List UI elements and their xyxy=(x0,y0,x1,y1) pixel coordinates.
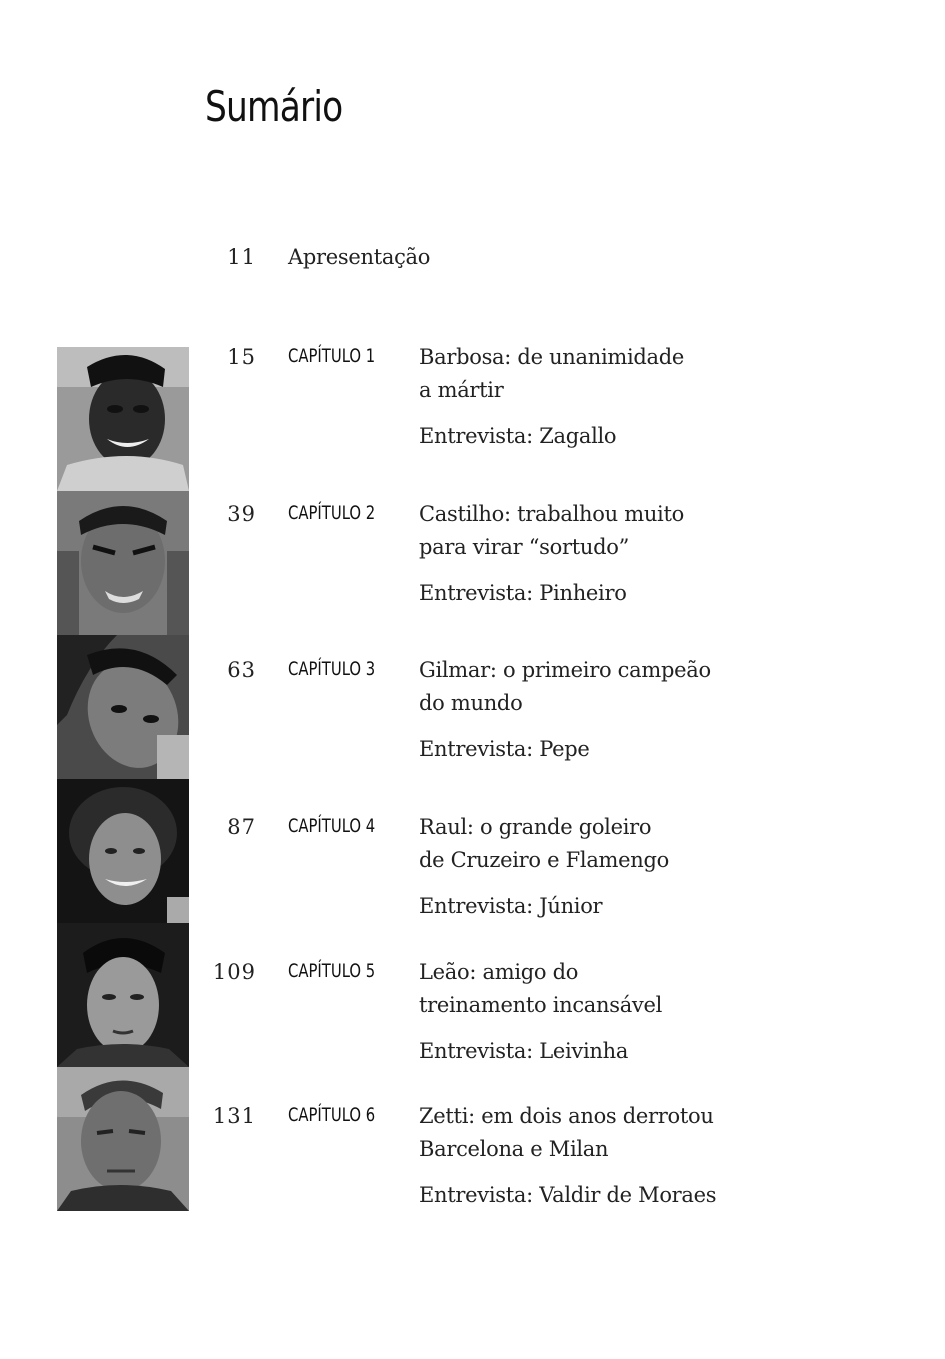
chapter-title-line2[interactable]: Barcelona e Milan xyxy=(419,1137,609,1161)
chapter-interview[interactable]: Entrevista: Pinheiro xyxy=(419,581,627,605)
page-title: Sumário xyxy=(205,82,343,131)
chapter-label: CAPÍTULO 4 xyxy=(288,815,376,837)
chapter-page-number: 15 xyxy=(227,345,256,369)
chapter-label: CAPÍTULO 6 xyxy=(288,1104,376,1126)
chapter-title-line1[interactable]: Raul: o grande goleiro xyxy=(419,815,652,839)
chapter-title-line2[interactable]: do mundo xyxy=(419,691,523,715)
chapter-title-line1[interactable]: Gilmar: o primeiro campeão xyxy=(419,658,711,682)
goalkeeper-photo-1 xyxy=(57,347,189,491)
chapter-interview[interactable]: Entrevista: Pepe xyxy=(419,737,590,761)
chapter-label: CAPÍTULO 3 xyxy=(288,658,376,680)
chapter-title-line2[interactable]: para virar “sortudo” xyxy=(419,535,630,559)
goalkeeper-photo-2 xyxy=(57,491,189,635)
chapter-label: CAPÍTULO 2 xyxy=(288,502,376,524)
goalkeeper-photo-6 xyxy=(57,1067,189,1211)
chapter-interview[interactable]: Entrevista: Leivinha xyxy=(419,1039,629,1063)
goalkeeper-photo-4 xyxy=(57,779,189,923)
chapter-page-number: 63 xyxy=(227,658,256,682)
intro-label[interactable]: Apresentação xyxy=(288,245,431,269)
intro-page-number: 11 xyxy=(227,245,256,269)
chapter-page-number: 39 xyxy=(227,502,256,526)
chapter-label: CAPÍTULO 1 xyxy=(288,345,376,367)
chapter-title-line2[interactable]: de Cruzeiro e Flamengo xyxy=(419,848,670,872)
goalkeeper-photo-5 xyxy=(57,923,189,1067)
chapter-title-line1[interactable]: Leão: amigo do xyxy=(419,960,579,984)
chapter-interview[interactable]: Entrevista: Júnior xyxy=(419,894,603,918)
chapter-title-line2[interactable]: a mártir xyxy=(419,378,504,402)
chapter-interview[interactable]: Entrevista: Zagallo xyxy=(419,424,617,448)
chapter-page-number: 109 xyxy=(212,960,256,984)
chapter-title-line1[interactable]: Barbosa: de unanimidade xyxy=(419,345,685,369)
chapter-title-line1[interactable]: Castilho: trabalhou muito xyxy=(419,502,684,526)
chapter-interview[interactable]: Entrevista: Valdir de Moraes xyxy=(419,1183,717,1207)
chapter-title-line2[interactable]: treinamento incansável xyxy=(419,993,663,1017)
chapter-page-number: 131 xyxy=(212,1104,256,1128)
goalkeeper-photo-3 xyxy=(57,635,189,779)
chapter-label: CAPÍTULO 5 xyxy=(288,960,376,982)
chapter-title-line1[interactable]: Zetti: em dois anos derrotou xyxy=(419,1104,714,1128)
chapter-page-number: 87 xyxy=(227,815,256,839)
